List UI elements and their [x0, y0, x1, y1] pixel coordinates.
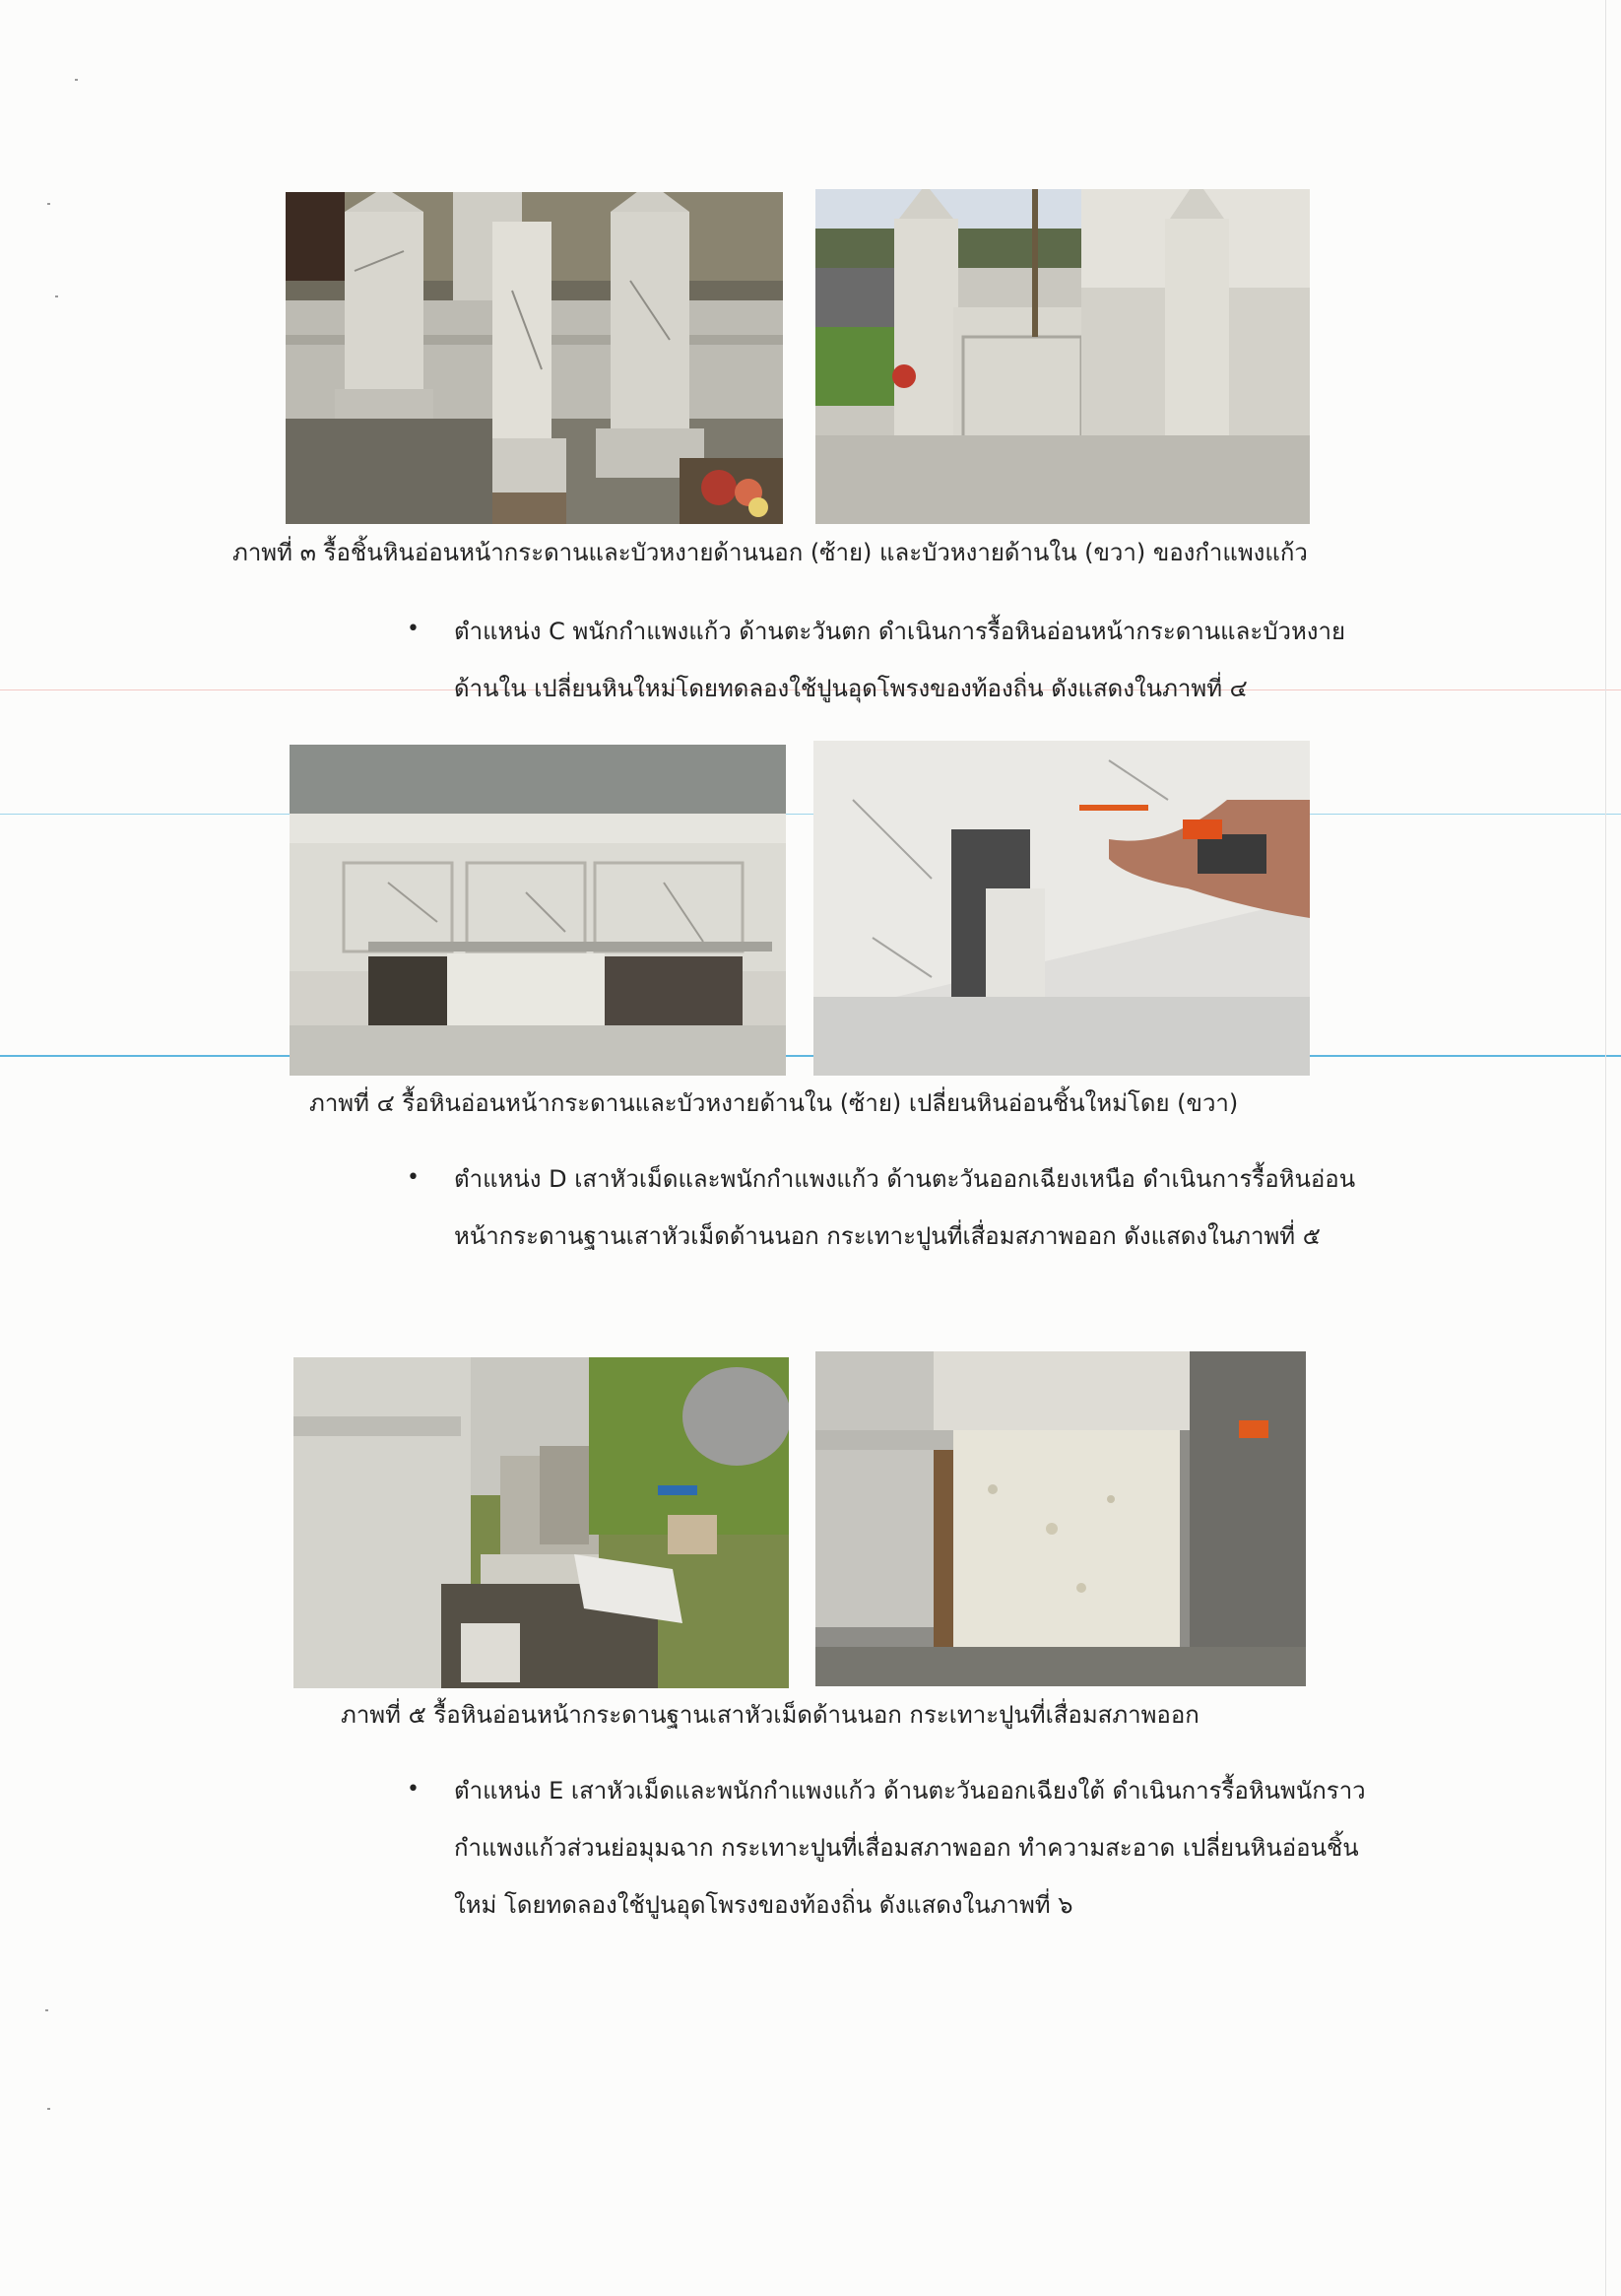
scan-guide-line	[0, 1055, 1621, 1057]
scan-speck	[47, 2108, 50, 2110]
photo-pillar-base-tools	[293, 1357, 789, 1688]
scan-speck	[47, 203, 50, 205]
photo-worker-replacing-slab	[813, 741, 1310, 1076]
paragraph-position-c: ตำแหน่ง C พนักกำแพงแก้ว ด้านตะวันตก ดำเนินการรื้อหินอ่อนหน้ากระดานและบัวหงายด้านใน เปลี่ยนหินใหม่โดยทดลองใช้ปูนอุดโพรงของท้องถิ่น ดังแสดงในภาพที่ ๔	[454, 618, 1346, 702]
bullet-marker: •	[407, 1165, 420, 1190]
scan-speck	[75, 79, 78, 81]
bullet-marker: •	[407, 617, 420, 641]
paragraph-position-e: ตำแหน่ง E เสาหัวเม็ดและพนักกำแพงแก้ว ด้านตะวันออกเฉียงใต้ ดำเนินการรื้อหินพนักราวกำแพงแก้วส่วนย่อมุมฉาก กระเทาะปูนที่เสื่อมสภาพออก ทำความสะอาด เปลี่ยนหินอ่อนชิ้นใหม่ โดยทดลองใช้ปูนอุดโพรงของท้องถิ่น ดังแสดงในภาพที่ ๖	[454, 1777, 1366, 1919]
paragraph-position-d: ตำแหน่ง D เสาหัวเม็ดและพนักกำแพงแก้ว ด้านตะวันออกเฉียงเหนือ ดำเนินการรื้อหินอ่อนหน้ากระดานฐานเสาหัวเม็ดด้านนอก กระเทาะปูนที่เสื่อมสภาพออก ดังแสดงในภาพที่ ๕	[454, 1165, 1356, 1250]
photo-wall-base-removed	[290, 745, 786, 1076]
photo-pillar-base-exposed	[815, 1351, 1306, 1686]
scan-guide-line	[0, 814, 1621, 815]
bullet-marker: •	[407, 1777, 420, 1802]
photo-marble-railing-inner	[815, 189, 1310, 524]
figure-caption: ภาพที่ ๔ รื้อหินอ่อนหน้ากระดานและบัวหงายด้านใน (ซ้าย) เปลี่ยนหินอ่อนชิ้นใหม่โดย (ขวา)	[309, 1089, 1239, 1117]
scan-speck	[45, 2009, 48, 2011]
scan-speck	[55, 295, 58, 297]
figure-caption: ภาพที่ ๕ รื้อหินอ่อนหน้ากระดานฐานเสาหัวเม็ดด้านนอก กระเทาะปูนที่เสื่อมสภาพออก	[341, 1701, 1200, 1729]
photo-marble-railing-outer	[286, 192, 783, 524]
page-edge	[1605, 0, 1606, 2296]
figure-caption: ภาพที่ ๓ รื้อชิ้นหินอ่อนหน้ากระดานและบัวหงายด้านนอก (ซ้าย) และบัวหงายด้านใน (ขวา) ของกำแพงแก้ว	[232, 539, 1308, 566]
